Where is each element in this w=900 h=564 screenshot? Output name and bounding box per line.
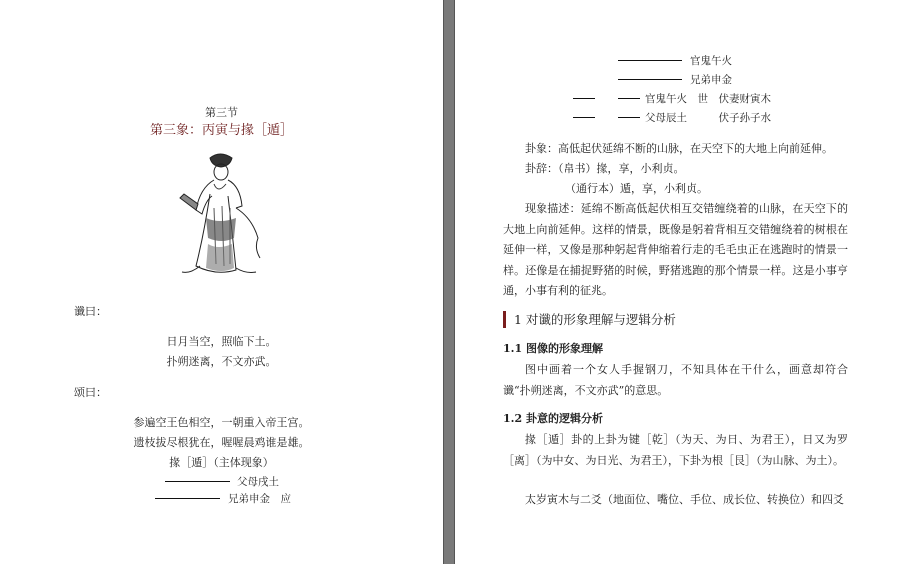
heading-1-2: 1.2 卦意的逻辑分析 [503,412,603,425]
guaci-received: （通行本）遁，享，小利贞。 [565,182,708,195]
yang-line [618,60,682,61]
guaci-silk: 卦辞：（帛书）掾，享，小利贞。 [525,162,685,175]
page-gutter [443,0,455,564]
paragraph-1-2: 掾［遁］卦的上卦为键［乾］（为天、为日、为君王），日又为罗［离］（为中女、为日光、为君王），下卦为根［艮］（为山脉、为土）。 [503,433,848,467]
hexagram-caption: 掾［遁］（主体现象） [169,456,274,469]
paragraph-1-3: 太岁寅木与二爻（地面位、嘴位、手位、成长位、转换位）和四爻 [525,493,844,506]
yin-line-right [618,98,640,99]
yao-label: 兄弟申金 应 [228,493,291,505]
heading-1: 1 对谶的形象理解与逻辑分析 [503,311,676,328]
yang-line [155,498,220,499]
yang-line [618,79,682,80]
yao-label: 官鬼午火 [690,55,732,67]
yao-label: 官鬼午火 世 伏妻财寅木 [645,93,771,105]
song-line-2: 遗枝拔尽根犹在，喔喔晨鸡谁是雄。 [133,436,310,449]
paragraph-1-1: 图中画着一个女人手握钢刀，不知具体在干什么，画意却符合谶“扑朔迷离，不文亦武”的意思。 [503,363,848,397]
yao-label: 兄弟申金 [690,74,732,86]
left-page [0,0,443,564]
chen-label: 谶曰： [74,305,107,318]
right-page [455,0,900,564]
section-title: 第三象：丙寅与掾［遁］ [149,123,293,138]
yin-line-left [573,98,595,99]
section-number: 第三节 [205,106,238,119]
chen-line-2: 扑朔迷离，不文亦武。 [166,355,277,368]
song-line-1: 参遍空王色相空，一朝重入帝王宫。 [133,416,310,429]
guaxiang: 卦象：高低起伏延绵不断的山脉，在天空下的大地上向前延伸。 [525,142,833,155]
yao-label: 父母辰土 伏子孙子水 [645,112,771,124]
chen-line-1: 日月当空，照临下土。 [166,335,277,348]
woman-with-blade-illustration [170,148,270,288]
heading-1-1: 1.1 图像的形象理解 [503,342,603,355]
song-label: 颂曰： [74,386,107,399]
yang-line [165,481,230,482]
xianxiang-paragraph: 现象描述：延绵不断高低起伏相互交错缠绕着的山脉，在天空下的大地上向前延伸。这样的情景，既像是躬着背相互交错缠绕着的树根在延伸一样，又像是那种躬起背伸缩着行走的毛毛虫正在逃跑时的情景一样。还像是在捕捉野猪的时候，野猪逃跑的那个情景一样。这是小事亨通，小事有利的征兆。 [503,202,848,297]
yin-line-right [618,117,640,118]
yin-line-left [573,117,595,118]
yao-label: 父母戌土 [237,476,279,488]
